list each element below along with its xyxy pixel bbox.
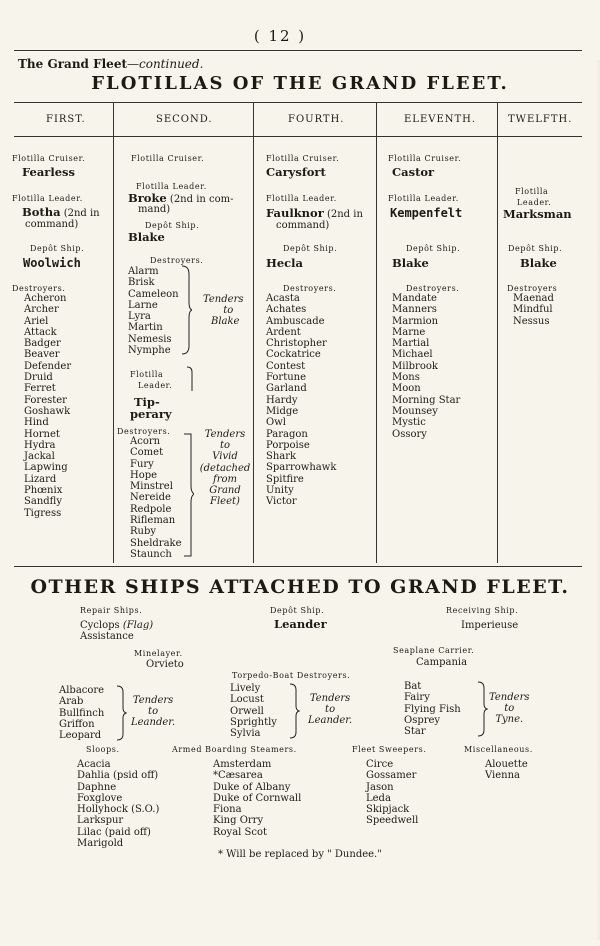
fourth-leader-line: [266, 208, 363, 220]
first-destroyers-label: Destroyers.: [12, 284, 66, 293]
tbd-left-note: Tenders to Leander.: [131, 695, 176, 729]
list-item: Duke of Cornwall: [213, 792, 302, 804]
list-item: Mons: [392, 372, 420, 384]
list-item: Nymphe: [128, 345, 171, 357]
list-item: Osprey: [404, 714, 441, 726]
tbd-left-list: [59, 685, 104, 741]
list-item: Acasta: [266, 293, 300, 304]
list-item: Lilac (paid off): [77, 826, 151, 838]
list-item: Beaver: [24, 349, 60, 361]
list-item: Goshawk: [24, 405, 71, 417]
list-item: Achates: [266, 304, 307, 316]
armed-boarding-label: Armed Boarding Steamers.: [172, 745, 297, 754]
fourth-leader-label: Flotilla Leader.: [266, 194, 337, 203]
list-item: Midge: [266, 405, 299, 417]
list-item: Mindful: [513, 304, 553, 316]
twelfth-leader-label-2: Leader.: [517, 198, 552, 207]
page-edge-shadow: [596, 60, 600, 940]
eleventh-destroyer-list: [392, 293, 460, 440]
receiving-label: Receiving Ship.: [446, 606, 519, 615]
list-item: Manners: [392, 304, 437, 316]
list-item: Ardent: [266, 326, 301, 338]
first-cruiser-label: Flotilla Cruiser.: [12, 154, 86, 163]
twelfth-destroyers-label: Destroyers: [507, 284, 558, 293]
second-depot-label: Depôt Ship.: [145, 221, 200, 230]
running-head: [18, 57, 203, 71]
fourth-leader: Faulknor: [266, 206, 324, 220]
list-item: Speedwell: [366, 815, 419, 827]
list-item: Hornet: [24, 428, 60, 440]
tbd-right-list: [404, 681, 461, 737]
list-item: Unity: [266, 485, 294, 497]
list-item: Hind: [24, 417, 49, 429]
eleventh-cruiser-label: Flotilla Cruiser.: [388, 154, 462, 163]
twelfth-leader-label: Flotilla: [515, 187, 549, 196]
list-item: Foxglove: [77, 792, 123, 804]
first-depot-label: Depôt Ship.: [30, 244, 85, 253]
brace-tbd-right: [476, 680, 488, 738]
tbd-mid-note: Tenders to Leander.: [308, 693, 353, 727]
list-item: Phœnix: [24, 485, 63, 497]
list-item: Hope: [130, 469, 158, 481]
list-item: Brisk: [128, 277, 155, 289]
list-item: Alarm: [128, 266, 159, 277]
list-item: Circe: [366, 759, 394, 770]
list-item: Ruby: [130, 526, 157, 538]
second-group2-list: [130, 436, 182, 560]
list-item: Spitfire: [266, 473, 304, 485]
footnote: * Will be replaced by " Dundee.": [218, 849, 382, 860]
first-leader-note: (2nd in: [63, 208, 100, 219]
list-item: Fury: [130, 458, 154, 470]
minelayer-label: Minelayer.: [134, 649, 183, 658]
list-item: Bullfinch: [59, 707, 105, 719]
list-item: Acacia: [77, 759, 111, 770]
list-item: Redpole: [130, 503, 172, 515]
depot-ship-label: Depôt Ship.: [270, 606, 325, 615]
column-header-eleventh: ELEVENTH.: [404, 114, 477, 125]
running-head-main: The Grand Fleet: [18, 57, 127, 71]
misc-list: [485, 759, 528, 782]
twelfth-depot: Blake: [520, 256, 557, 270]
tbd-label: Torpedo-Boat Destroyers.: [232, 671, 351, 680]
list-item: Attack: [24, 326, 57, 338]
first-destroyer-list: [24, 293, 71, 519]
list-item: Daphne: [77, 781, 117, 793]
twelfth-depot-label: Depôt Ship.: [508, 244, 563, 253]
list-item: Larkspur: [77, 815, 124, 827]
column-divider: [113, 103, 114, 563]
list-item: Morning Star: [392, 394, 461, 406]
list-item: Mystic: [392, 417, 426, 429]
misc-label: Miscellaneous.: [464, 745, 533, 754]
second-group1-list: [128, 266, 179, 356]
fourth-cruiser: Carysfort: [266, 165, 326, 179]
list-item: Leda: [366, 792, 391, 804]
list-item: Archer: [24, 304, 59, 316]
column-header-twelfth: TWELFTH.: [508, 114, 573, 125]
brace-second-group1: [180, 264, 192, 356]
repair-label: Repair Ships.: [80, 606, 143, 615]
fourth-depot-label: Depôt Ship.: [283, 244, 338, 253]
list-item: Acorn: [130, 436, 161, 447]
second-leader-label: Flotilla Leader.: [136, 182, 207, 191]
list-item: Lizard: [24, 473, 57, 485]
eleventh-cruiser: Castor: [392, 165, 435, 179]
list-item: Lyra: [128, 311, 151, 323]
page-title: FLOTILLAS OF THE GRAND FLEET.: [91, 73, 509, 94]
first-depot: Woolwich: [23, 256, 81, 270]
list-item: Skipjack: [366, 804, 410, 816]
list-item: Tigress: [24, 507, 62, 519]
first-leader-label: Flotilla Leader.: [12, 194, 83, 203]
list-item: Sprightly: [230, 716, 277, 728]
list-item: Ossory: [392, 428, 427, 440]
list-item: Sparrowhawk: [266, 462, 337, 474]
list-item: Locust: [230, 694, 264, 706]
armed-boarding-list: [213, 759, 301, 838]
first-cruiser: Fearless: [22, 165, 75, 179]
list-item: Leopard: [59, 730, 102, 742]
list-item: Fairy: [404, 692, 430, 704]
eleventh-leader-label: Flotilla Leader.: [388, 194, 459, 203]
brace-tbd-left: [115, 684, 127, 742]
list-item: Griffon: [59, 718, 95, 730]
second-destroyers-label: Destroyers.: [150, 256, 204, 265]
list-item: Milbrook: [392, 360, 438, 372]
twelfth-destroyer-list: [513, 293, 554, 327]
list-item: Gossamer: [366, 770, 417, 782]
list-item: Owl: [266, 417, 286, 429]
list-item: Martin: [128, 322, 163, 334]
page-number: ( 12 ): [253, 27, 307, 45]
other-ships-title: OTHER SHIPS ATTACHED TO GRAND FLEET.: [30, 576, 570, 598]
column-divider: [376, 103, 377, 563]
list-item: Druid: [24, 372, 53, 384]
list-item: Christopher: [266, 338, 327, 350]
column-header-fourth: FOURTH.: [288, 114, 345, 125]
list-item: Bat: [404, 681, 422, 692]
second-leader: Broke: [128, 191, 167, 205]
column-divider: [497, 103, 498, 563]
list-item: Maenad: [513, 293, 554, 304]
second-leader2-label-2: Leader.: [138, 381, 173, 390]
list-item: Defender: [24, 360, 72, 372]
list-item: Jackal: [24, 451, 55, 463]
list-item: Star: [404, 726, 426, 738]
eleventh-destroyers-label: Destroyers.: [406, 284, 460, 293]
fourth-leader-note: (2nd in: [326, 209, 363, 220]
second-depot: Blake: [128, 230, 165, 244]
list-item: Lapwing: [24, 462, 68, 474]
running-head-suffix: —continued.: [127, 57, 204, 71]
list-item: Victor: [266, 496, 297, 508]
list-item: Flying Fish: [404, 703, 461, 715]
fleet-sweepers-list: [366, 759, 418, 827]
second-leader2-label: Flotilla: [130, 370, 164, 379]
list-item: *Cæsarea: [213, 770, 263, 782]
list-item: Martial: [392, 338, 430, 350]
seaplane-label: Seaplane Carrier.: [393, 646, 475, 655]
seaplane-name: Campania: [416, 657, 468, 668]
list-item: Fortune: [266, 372, 307, 384]
second-leader2-b: perary: [130, 407, 172, 421]
list-item: Comet: [130, 447, 164, 459]
list-item: Marigold: [77, 838, 124, 850]
list-item: Acheron: [24, 293, 67, 304]
list-item: Sheldrake: [130, 537, 182, 549]
list-item: Hollyhock (S.O.): [77, 804, 160, 816]
eleventh-depot: Blake: [392, 256, 429, 270]
fourth-destroyer-list: [266, 293, 336, 508]
fourth-cruiser-label: Flotilla Cruiser.: [266, 154, 340, 163]
brace-second-leader2: [186, 366, 194, 392]
first-leader-note-2: command): [25, 219, 79, 230]
list-item: Vienna: [485, 770, 521, 782]
list-item: Sylvia: [230, 728, 261, 740]
list-item: Mandate: [392, 293, 437, 304]
list-item: Moon: [392, 383, 421, 395]
list-item: Contest: [266, 360, 306, 372]
list-item: Royal Scot: [213, 826, 268, 838]
list-item: Garland: [266, 383, 307, 395]
list-item: Dahlia (psid off): [77, 770, 159, 782]
list-item: Staunch: [130, 548, 172, 560]
list-item: Badger: [24, 338, 61, 350]
second-cruiser-label: Flotilla Cruiser.: [131, 154, 205, 163]
list-item: Paragon: [266, 428, 308, 440]
list-item: Sandfly: [24, 496, 62, 508]
table-bottom-rule: [14, 566, 582, 567]
list-item: Rifleman: [130, 515, 176, 527]
list-item: Ariel: [24, 315, 49, 327]
list-item: Nessus: [513, 315, 550, 327]
list-item: Orwell: [230, 705, 264, 717]
column-header-second: SECOND.: [156, 114, 213, 125]
repair-line-2: Assistance: [80, 631, 134, 642]
top-rule: [14, 50, 582, 51]
list-item: Fiona: [213, 804, 242, 816]
list-item: Hardy: [266, 394, 298, 406]
tbd-right-note: Tenders to Tyne.: [489, 692, 530, 726]
list-item: King Orry: [213, 815, 264, 827]
first-leader-line: [22, 207, 100, 219]
list-item: Porpoise: [266, 439, 310, 451]
second-destroyers2-label: Destroyers.: [117, 427, 171, 436]
fourth-depot: Hecla: [266, 256, 304, 270]
list-item: Cameleon: [128, 288, 179, 300]
list-item: Ambuscade: [266, 315, 325, 327]
list-item: Mounsey: [392, 405, 438, 417]
list-item: Alouette: [485, 759, 528, 770]
list-item: Nereide: [130, 492, 171, 504]
list-item: Duke of Albany: [213, 781, 291, 793]
minelayer-name: Orvieto: [146, 659, 184, 670]
fourth-leader-note-2: command): [276, 220, 330, 231]
list-item: Hydra: [24, 439, 56, 451]
brace-second-group2: [182, 432, 194, 560]
second-leader2-a: Tip-: [134, 395, 160, 409]
brace-tbd-mid: [288, 682, 300, 740]
second-group1-note: Tenders to Blake: [203, 294, 244, 328]
second-leader-note-2: mand): [138, 204, 171, 215]
list-item: Nemesis: [128, 333, 172, 345]
list-item: Amsterdam: [213, 759, 272, 770]
eleventh-leader: Kempenfelt: [390, 206, 463, 220]
depot-ship-name: Leander: [274, 617, 327, 631]
list-item: Minstrel: [130, 481, 173, 493]
list-item: Lively: [230, 683, 261, 694]
twelfth-leader: Marksman: [503, 207, 572, 221]
sloops-list: [77, 759, 159, 849]
list-item: Marmion: [392, 315, 439, 327]
list-item: Shark: [266, 451, 297, 463]
list-item: Arab: [59, 696, 84, 708]
list-item: Albacore: [59, 685, 105, 696]
list-item: Jason: [366, 781, 394, 793]
second-leader-note: (2nd in com-: [169, 194, 234, 205]
list-item: Ferret: [24, 383, 56, 395]
eleventh-depot-label: Depôt Ship.: [406, 244, 461, 253]
column-divider: [253, 103, 254, 563]
list-item: Michael: [392, 349, 433, 361]
repair-line-1: Cyclops (Flag): [80, 620, 154, 631]
first-leader: Botha: [22, 205, 61, 219]
list-item: Cockatrice: [266, 349, 321, 361]
second-group2-note: Tenders to Vivid (detached from Grand Fleet): [199, 429, 251, 508]
list-item: Marne: [392, 326, 426, 338]
fourth-destroyers-label: Destroyers.: [283, 284, 337, 293]
receiving-name: Imperieuse: [461, 620, 519, 631]
list-item: Larne: [128, 299, 158, 311]
sloops-label: Sloops.: [86, 745, 120, 754]
tbd-mid-list: [230, 683, 277, 739]
column-header-first: FIRST.: [46, 114, 86, 125]
fleet-sweepers-label: Fleet Sweepers.: [352, 745, 427, 754]
list-item: Forester: [24, 394, 67, 406]
